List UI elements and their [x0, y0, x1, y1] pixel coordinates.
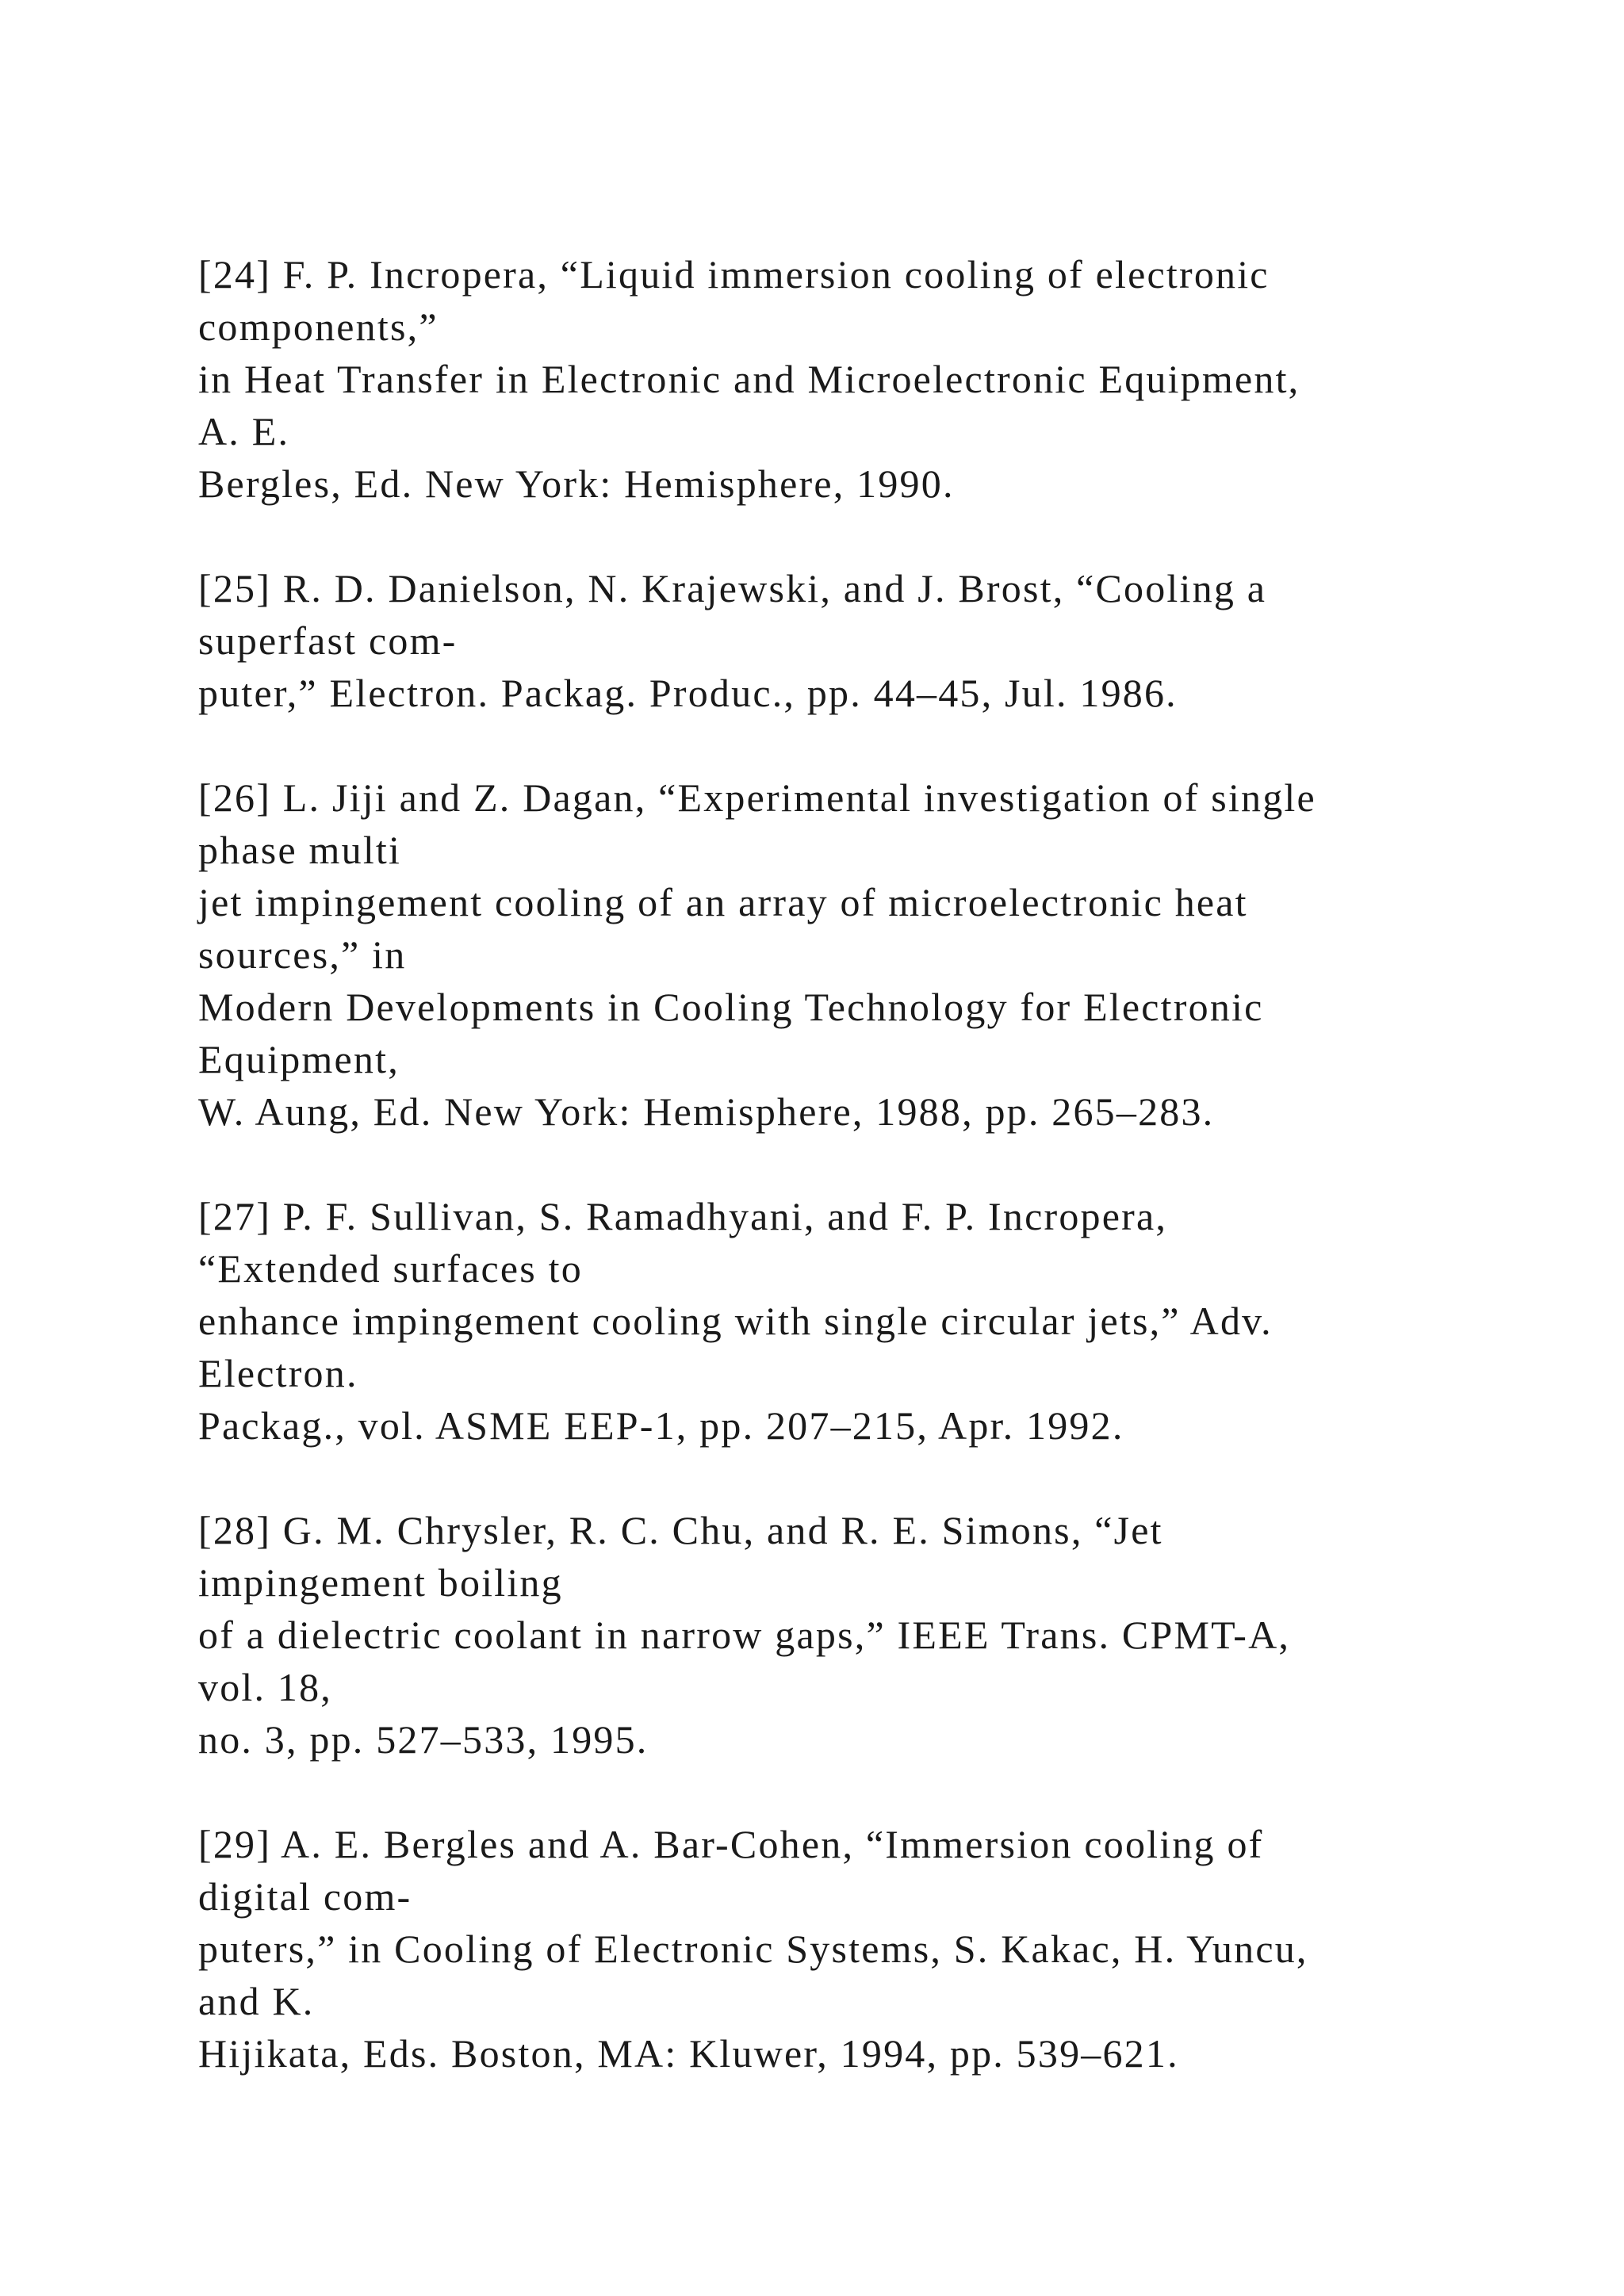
reference-line: Hijikata, Eds. Boston, MA: Kluwer, 1994, pp. 539–621.: [198, 2031, 1179, 2076]
reference-line: impingement boiling: [198, 1560, 563, 1605]
reference-line: enhance impingement cooling with single circular jets,” Adv.: [198, 1299, 1273, 1343]
reference-line: vol. 18,: [198, 1665, 332, 1709]
reference-line: phase multi: [198, 828, 402, 872]
reference-line: in Heat Transfer in Electronic and Microelectronic Equipment,: [198, 357, 1300, 401]
reference-line: [29] A. E. Bergles and A. Bar-Cohen, “Immersion cooling of: [198, 1822, 1264, 1866]
reference-line: Equipment,: [198, 1037, 400, 1081]
reference-line: [28] G. M. Chrysler, R. C. Chu, and R. E. Simons, “Jet: [198, 1508, 1163, 1552]
reference-line: A. E.: [198, 409, 290, 453]
reference-line: Modern Developments in Cooling Technology for Electronic: [198, 985, 1264, 1029]
reference-line: W. Aung, Ed. New York: Hemisphere, 1988, pp. 265–283.: [198, 1089, 1215, 1134]
reference-line: superfast com-: [198, 618, 458, 663]
reference-line: of a dielectric coolant in narrow gaps,” IEEE Trans. CPMT-A,: [198, 1613, 1291, 1657]
reference-line: puter,” Electron. Packag. Produc., pp. 44–45, Jul. 1986.: [198, 671, 1178, 715]
reference-line: puters,” in Cooling of Electronic Systems, S. Kakac, H. Yuncu,: [198, 1927, 1308, 1971]
reference-line: no. 3, pp. 527–533, 1995.: [198, 1717, 649, 1762]
reference-line: [25] R. D. Danielson, N. Krajewski, and J. Brost, “Cooling a: [198, 566, 1267, 610]
reference-line: Packag., vol. ASME EEP-1, pp. 207–215, Apr. 1992.: [198, 1403, 1124, 1448]
reference-line: “Extended surfaces to: [198, 1246, 583, 1291]
reference-line: [24] F. P. Incropera, “Liquid immersion cooling of electronic: [198, 252, 1270, 297]
reference-28: [198, 1504, 1594, 1766]
reference-line: [27] P. F. Sullivan, S. Ramadhyani, and F. P. Incropera,: [198, 1194, 1168, 1238]
reference-line: [26] L. Jiji and Z. Dagan, “Experimental investigation of single: [198, 775, 1316, 820]
reference-line: components,”: [198, 304, 439, 349]
reference-27: [198, 1190, 1594, 1452]
reference-25: [198, 562, 1594, 719]
reference-line: and K.: [198, 1979, 315, 2023]
reference-line: Electron.: [198, 1351, 358, 1395]
reference-24: [198, 248, 1594, 510]
reference-list: [198, 248, 1594, 2132]
reference-26: [198, 771, 1594, 1138]
reference-line: jet impingement cooling of an array of microelectronic heat: [198, 880, 1248, 924]
reference-line: digital com-: [198, 1874, 412, 1919]
reference-line: Bergles, Ed. New York: Hemisphere, 1990.: [198, 461, 955, 506]
reference-line: sources,” in: [198, 932, 407, 977]
reference-29: [198, 1818, 1594, 2080]
